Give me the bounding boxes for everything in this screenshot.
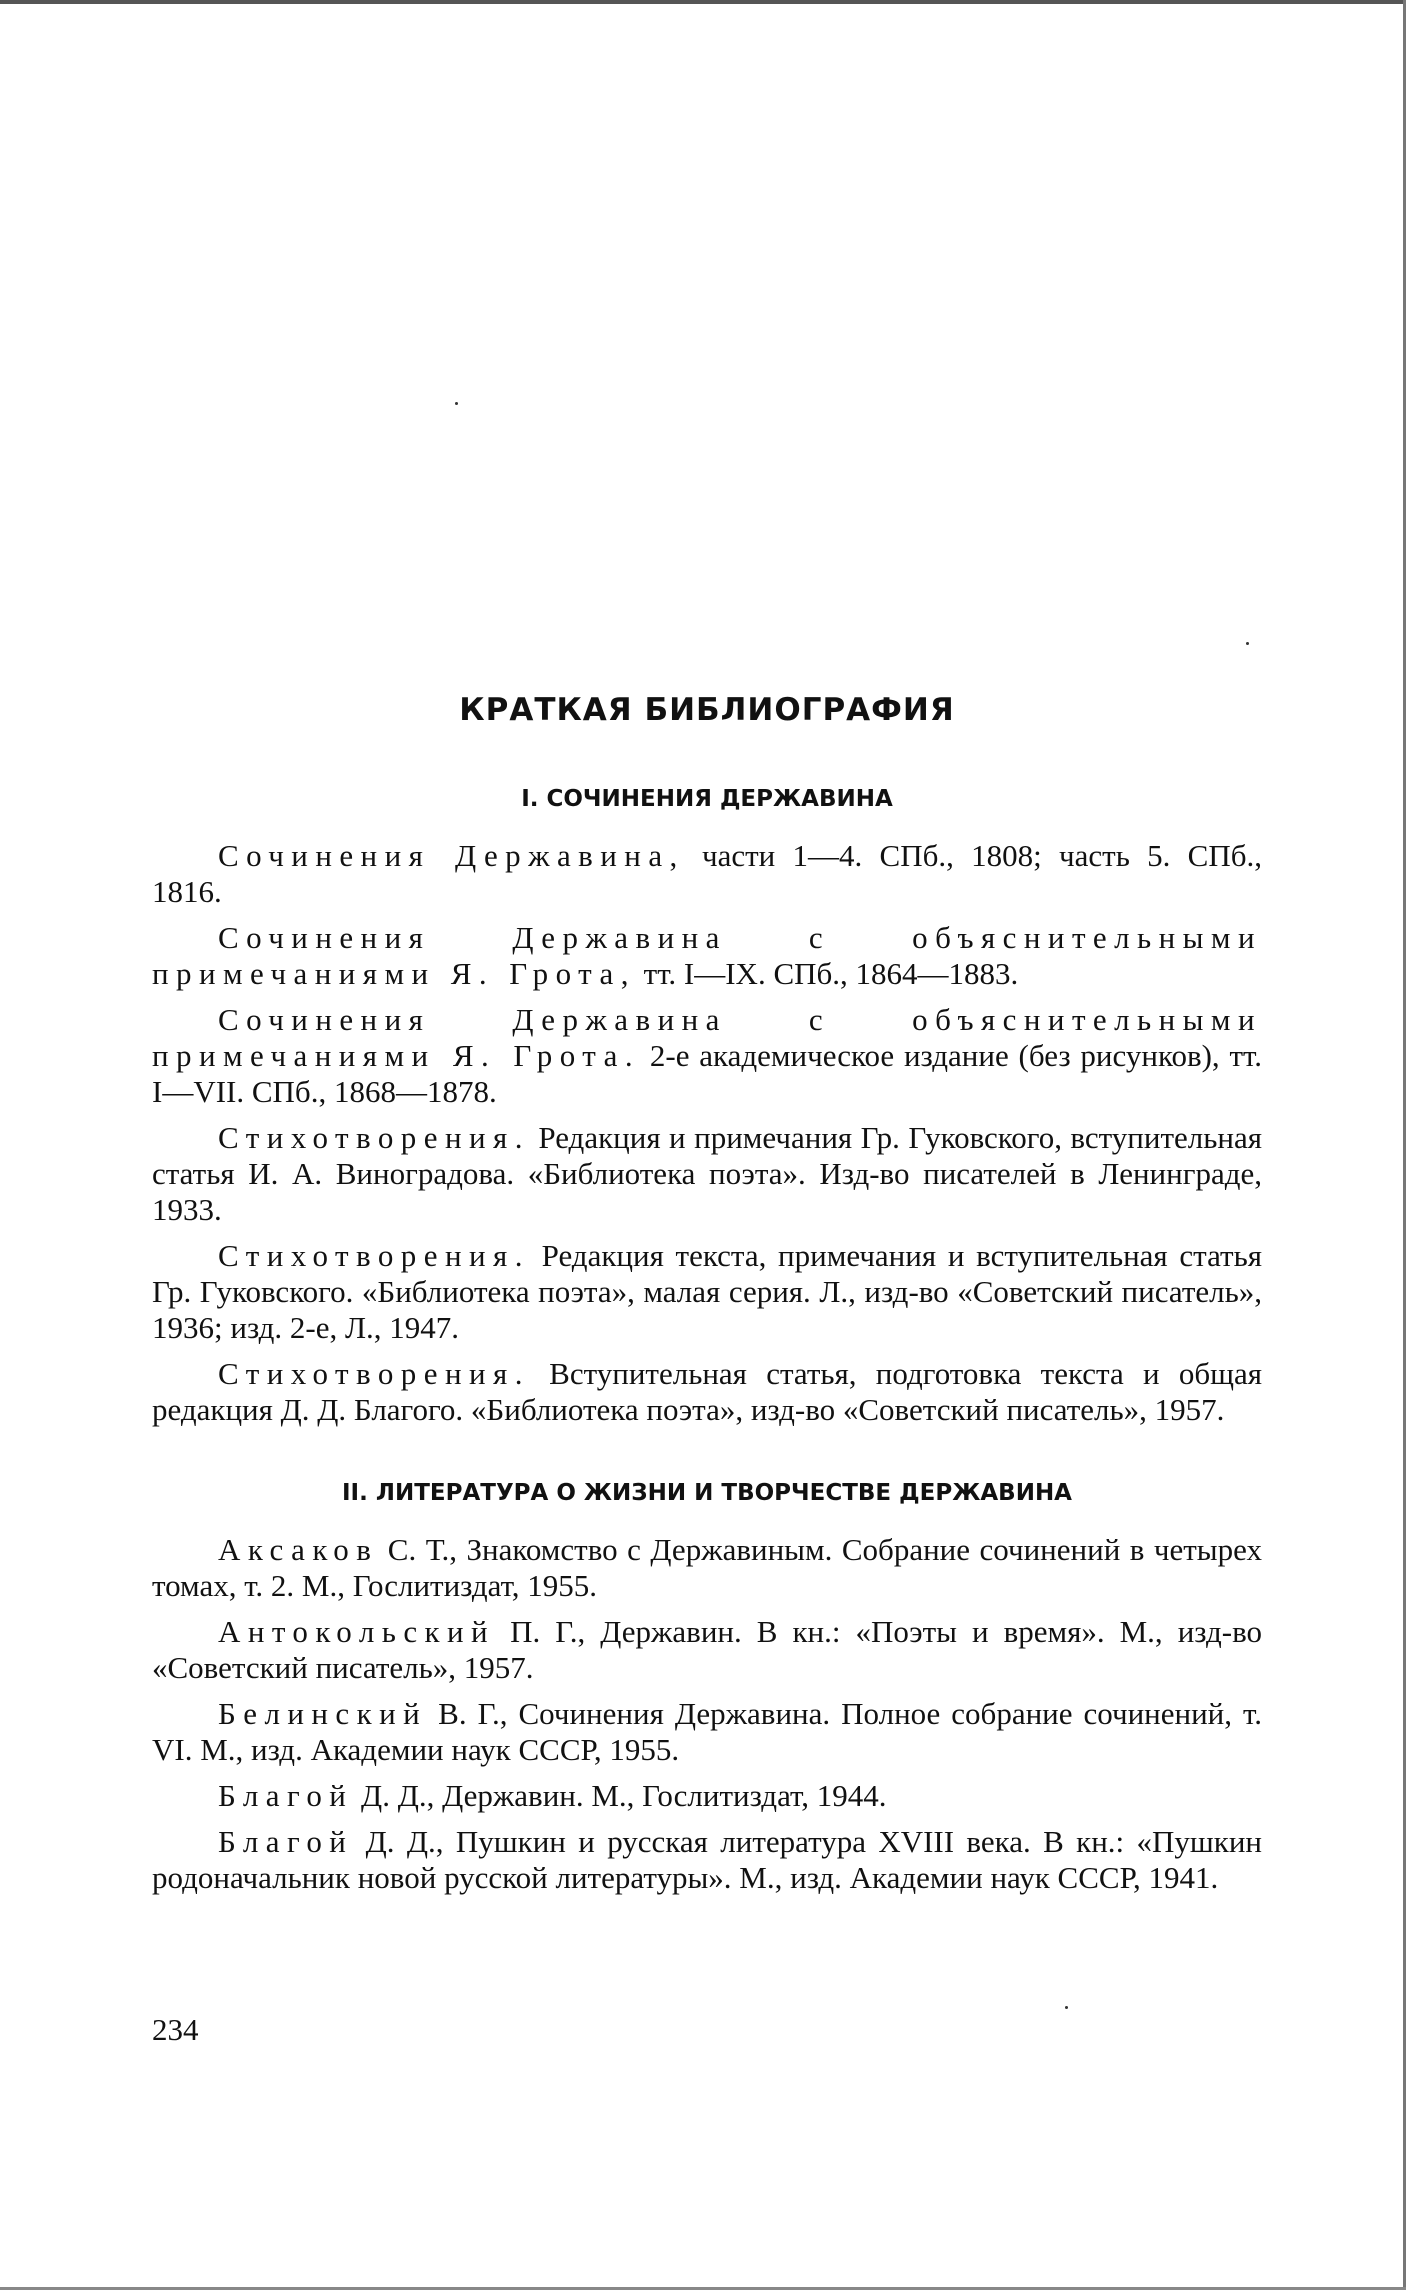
section-heading: II. ЛИТЕРАТУРА О ЖИЗНИ И ТВОРЧЕСТВЕ ДЕРЖАВИНА xyxy=(341,1480,1072,1506)
entry-text: Д. Д., Державин. М., Гослитиздат, 1944. xyxy=(353,1778,887,1813)
entry-author: Благой xyxy=(218,1778,354,1813)
entry-lead: Сочинения Державина, xyxy=(218,838,685,873)
entry-author: Аксаков xyxy=(218,1532,379,1567)
bibliography-entry xyxy=(152,1532,1262,1604)
entry-text: Д. Д., Пушкин и русская литература XVIII века. В кн.: «Пушкин родоначальник новой русской литературы». М., изд. Академии наук СССР, 1941. xyxy=(152,1824,1262,1895)
bibliography-entry xyxy=(152,1824,1262,1896)
scan-speck xyxy=(1065,2006,1068,2009)
entry-author: Благой xyxy=(218,1824,354,1859)
bibliography-entry xyxy=(152,1238,1262,1346)
bibliography-entry xyxy=(152,1356,1262,1428)
entry-lead: Сочинения Державина с объяснительными примечаниями Я. Грота. xyxy=(152,1002,1262,1073)
page-title: КРАТКАЯ БИБЛИОГРАФИЯ xyxy=(459,692,955,728)
bibliography-entry xyxy=(152,1120,1262,1228)
bibliography-entry xyxy=(152,920,1262,992)
entry-text: 2-е академическое издание (без рисунков), тт. I—VII. СПб., 1868—1878. xyxy=(152,1038,1262,1109)
bibliography-entry xyxy=(152,1002,1262,1110)
entry-text: части 1—4. СПб., 1808; часть 5. СПб., 1816. xyxy=(152,838,1263,909)
entry-text: Вступительная статья, подготовка текста и общая редакция Д. Д. Благого. «Библиотека поэта», изд-во «Советский писатель», 1957. xyxy=(152,1356,1262,1427)
entry-lead: Сочинения Державина с объяснительными примечаниями Я. Грота, xyxy=(152,920,1262,991)
entry-text: Редакция текста, примечания и вступительная статья Гр. Гуковского. «Библиотека поэта», малая серия. Л., изд-во «Советский писатель», 1936; изд. 2-е, Л., 1947. xyxy=(152,1238,1262,1345)
page-number: 234 xyxy=(152,2012,199,2047)
entry-lead: Стихотворения. xyxy=(218,1356,530,1391)
scan-speck xyxy=(1246,642,1249,645)
section-heading: I. СОЧИНЕНИЯ ДЕРЖАВИНА xyxy=(521,786,893,812)
entry-text: П. Г., Державин. В кн.: «Поэты и время». М., изд-во «Советский писатель», 1957. xyxy=(152,1614,1262,1685)
bibliography-text xyxy=(152,690,1262,1906)
entry-lead: Стихотворения. xyxy=(218,1238,530,1273)
scan-speck xyxy=(455,402,458,405)
scan-edge-top xyxy=(0,0,1406,4)
entry-author: Антокольский xyxy=(218,1614,496,1649)
bibliography-entry xyxy=(152,1778,1262,1814)
entry-text: Редакция и примечания Гр. Гуковского, вступительная статья И. А. Виноградова. «Библиотека поэта». Изд-во писателей в Ленинграде, 1933. xyxy=(152,1120,1262,1227)
entry-text: В. Г., Сочинения Державина. Полное собрание сочинений, т. VI. М., изд. Академии наук СССР, 1955. xyxy=(152,1696,1262,1767)
entry-author: Белинский xyxy=(218,1696,428,1731)
entry-lead: Стихотворения. xyxy=(218,1120,530,1155)
entry-text: тт. I—IX. СПб., 1864—1883. xyxy=(635,956,1019,991)
bibliography-entry xyxy=(152,1696,1262,1768)
bibliography-entry xyxy=(152,838,1262,910)
bibliography-entry xyxy=(152,1614,1262,1686)
entry-text: С. Т., Знакомство с Державиным. Собрание сочинений в четырех томах, т. 2. М., Гослитиздат, 1955. xyxy=(152,1532,1262,1603)
